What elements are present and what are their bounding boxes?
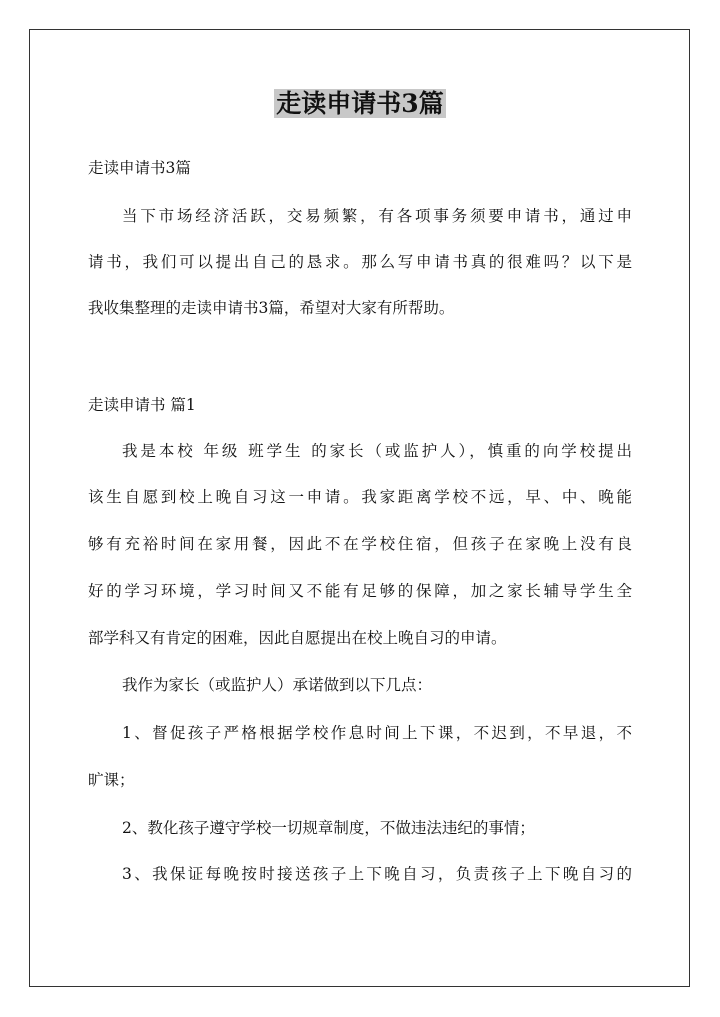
body-line-2: 该生自愿到校上晚自习这一申请。我家距离学校不远，早、中、晚能 [88,488,632,506]
body-line-3: 够有充裕时间在家用餐，因此不在学校住宿，但孩子在家晚上没有良 [88,535,632,553]
document-title [0,84,720,124]
section-heading: 走读申请书 篇1 [88,396,196,414]
body-line-9: 2、教化孩子遵守学校一切规章制度，不做违法违纪的事情； [122,819,535,837]
body-line-10: 3、我保证每晚按时接送孩子上下晚自习，负责孩子上下晚自习的 [122,865,632,883]
intro-line-2: 请书，我们可以提出自己的恳求。那么写申请书真的很难吗？以下是 [88,253,632,271]
body-line-4: 好的学习环境，学习时间又不能有足够的保障，加之家长辅导学生全 [88,582,632,600]
document-title-text: 走读申请书3篇 [276,89,444,118]
intro-line-3: 我收集整理的走读申请书3篇，希望对大家有所帮助。 [88,299,455,317]
document-subtitle: 走读申请书3篇 [88,159,191,177]
body-line-7: 1、督促孩子严格根据学校作息时间上下课，不迟到，不早退，不 [122,724,632,742]
body-line-1: 我是本校 年级 班学生 的家长（或监护人），慎重的向学校提出 [122,442,632,460]
body-line-6: 我作为家长（或监护人）承诺做到以下几点： [122,676,433,694]
body-line-5: 部学科又有肯定的困难，因此自愿提出在校上晚自习的申请。 [88,629,507,647]
intro-line-1: 当下市场经济活跃，交易频繁，有各项事务须要申请书，通过申 [122,207,632,225]
body-line-8: 旷课； [88,771,135,789]
